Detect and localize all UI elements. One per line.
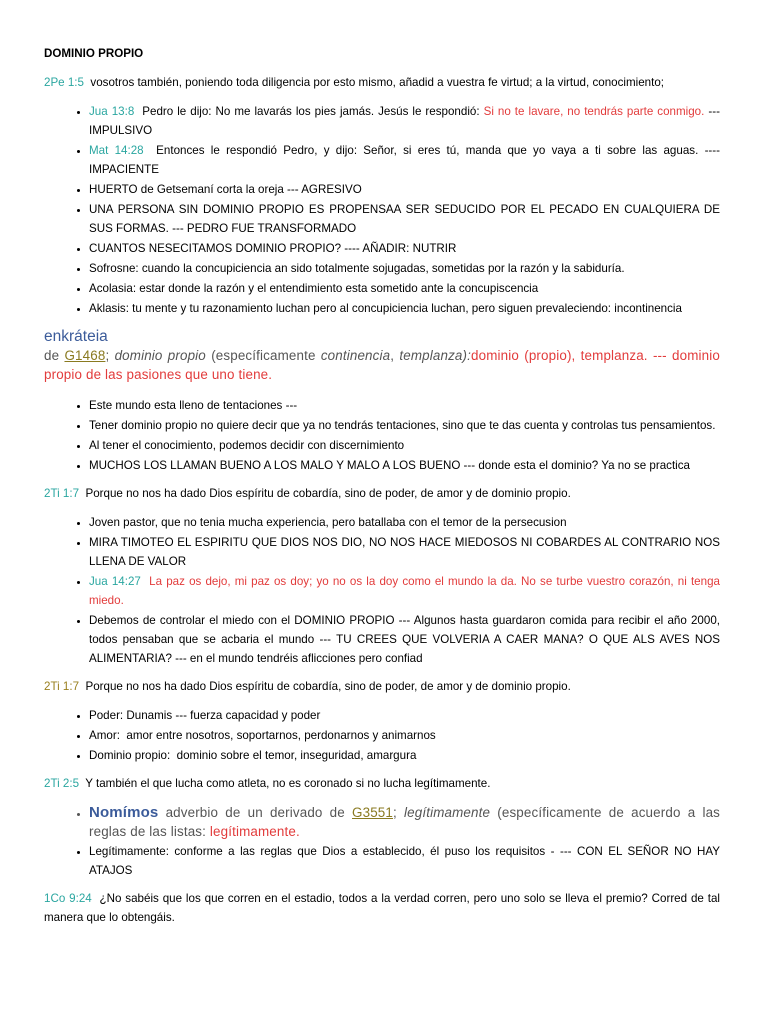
- verse-reference[interactable]: 2Ti 1:7: [44, 680, 80, 693]
- strongs-link[interactable]: G3551: [352, 805, 393, 820]
- definition-note: --- dominio propio de las pasiones que uno tiene.: [44, 348, 720, 382]
- list-item-tail: --- IMPULSIVO: [89, 105, 720, 137]
- page-title: DOMINIO PROPIO: [44, 47, 144, 60]
- definition-text: (específicamente de acuerdo a las reglas de las listas:: [89, 805, 721, 839]
- list-item: • MUCHOS LOS LLAMAN BUENO A LOS MALO Y MALO A LOS BUENO --- donde esta el dominio? Ya no se practica: [89, 456, 720, 475]
- list-item: [89, 726, 720, 745]
- list-item-text: Pedro le dijo: No me lavarás los pies jamás. Jesús le respondió:: [142, 105, 480, 118]
- definition-text: (específicamente: [211, 348, 316, 363]
- verse-paragraph: [44, 73, 720, 92]
- verse-paragraph: [44, 484, 720, 503]
- list-item: • Aklasis: tu mente y tu razonamiento luchan pero al concupiciencia luchan, pero siguen prevaleciendo: incontinencia: [89, 299, 720, 318]
- list-item-text: dominio sobre el temor, inseguridad, amargura: [176, 749, 417, 762]
- quoted-text: La paz os dejo, mi paz os doy; yo no os la doy como el mundo la da. No se turbe vuestro corazón, ni tenga miedo.: [89, 575, 720, 607]
- list-item: • Debemos de controlar el miedo con el DOMINIO PROPIO --- Algunos hasta guardaron comida para recibir el año 2000, todos pensaban que se acbaria el mundo --- TU CREES QUE VOLVERIA A CAER MANA? O QUE ALS AVES NOS ALIMENTARIA? --- en el mundo tendréis aflicciones pero confiad: [89, 611, 720, 668]
- bullet-list: [44, 102, 720, 318]
- greek-word-definition: [44, 346, 720, 384]
- list-item-text: Entonces le respondió Pedro, y dijo: Señor, si eres tú, manda que yo vaya a ti sobre las aguas. ---- IMPACIENTE: [89, 144, 721, 176]
- list-item: • MIRA TIMOTEO EL ESPIRITU QUE DIOS NOS DIO, NO NOS HACE MIEDOSOS NI COBARDES AL CONTRARIO NOS LLENA DE VALOR: [89, 533, 720, 571]
- verse-reference[interactable]: Jua 14:27: [89, 575, 141, 588]
- bullet-list: [44, 706, 720, 765]
- list-item: • Al tener el conocimiento, podemos decidir con discernimiento: [89, 436, 720, 455]
- list-item: • Poder: Dunamis --- fuerza capacidad y poder: [89, 706, 720, 725]
- separator: ;: [393, 805, 397, 820]
- list-item-label: Dominio propio:: [89, 749, 171, 762]
- separator: ;: [105, 348, 110, 363]
- definition-highlight: dominio (propio), templanza.: [471, 348, 648, 363]
- greek-word: Nomímos: [89, 804, 159, 821]
- verse-reference[interactable]: 2Ti 2:5: [44, 777, 80, 790]
- separator: ,: [390, 348, 395, 363]
- list-item: • UNA PERSONA SIN DOMINIO PROPIO ES PROPENSAA SER SEDUCIDO POR EL PECADO EN CUALQUIERA DE SUS FORMAS. --- PEDRO FUE TRANSFORMADO: [89, 200, 720, 238]
- list-item: • Joven pastor, que no tenia mucha experiencia, pero batallaba con el temor de la persecusion: [89, 513, 720, 532]
- list-item-text: amor entre nosotros, soportarnos, perdonarnos y animarnos: [126, 729, 436, 742]
- greek-word-heading: enkráteia: [44, 328, 108, 345]
- bullet-list: [44, 803, 720, 880]
- verse-paragraph: [44, 774, 720, 793]
- verse-reference[interactable]: 1Co 9:24: [44, 892, 92, 905]
- bullet-list: [44, 396, 720, 475]
- list-item-label: Amor:: [89, 729, 120, 742]
- quoted-text: Si no te lavare, no tendrás parte conmigo.: [483, 105, 705, 118]
- list-item: • Sofrosne: cuando la concupiciencia an sido totalmente sojugadas, sometidas por la razón y la sabiduría.: [89, 259, 720, 278]
- verse-text: Porque no nos ha dado Dios espíritu de cobardía, sino de poder, de amor y de dominio propio.: [85, 487, 571, 500]
- verse-text: vosotros también, poniendo toda diligencia por esto mismo, añadid a vuestra fe virtud; a la virtud, conocimiento;: [90, 76, 664, 89]
- list-item: • Acolasia: estar donde la razón y el entendimiento esta sometido ante la concupiscencia: [89, 279, 720, 298]
- definition-italic: legítimamente: [404, 805, 491, 820]
- verse-text: Porque no nos ha dado Dios espíritu de cobardía, sino de poder, de amor y de dominio propio.: [85, 680, 571, 693]
- bullet-list: [44, 513, 720, 668]
- list-item: [89, 572, 720, 610]
- verse-reference[interactable]: Mat 14:28: [89, 144, 144, 157]
- list-item: • HUERTO de Getsemaní corta la oreja --- AGRESIVO: [89, 180, 720, 199]
- definition-italic: continencia: [320, 348, 391, 363]
- list-item: • Legítimamente: conforme a las reglas que Dios a establecido, él puso los requisitos - --- CON EL SEÑOR NO HAY ATAJOS: [89, 842, 720, 880]
- verse-text: Y también el que lucha como atleta, no es coronado si no lucha legítimamente.: [85, 777, 491, 790]
- verse-paragraph: [44, 889, 720, 927]
- strongs-link[interactable]: G1468: [64, 348, 106, 363]
- definition-prefix: de: [44, 348, 60, 363]
- verse-reference[interactable]: Jua 13:8: [89, 105, 135, 118]
- list-item: [89, 803, 720, 841]
- list-item: [89, 141, 720, 179]
- list-item: • Este mundo esta lleno de tentaciones ---: [89, 396, 720, 415]
- list-item: • CUANTOS NESECITAMOS DOMINIO PROPIO? ---- AÑADIR: NUTRIR: [89, 239, 720, 258]
- list-item: [89, 746, 720, 765]
- verse-paragraph: [44, 677, 720, 696]
- verse-reference[interactable]: 2Pe 1:5: [44, 76, 84, 89]
- verse-reference[interactable]: 2Ti 1:7: [44, 487, 80, 500]
- definition-italic: templanza):: [399, 348, 471, 363]
- definition-highlight: legítimamente.: [209, 824, 300, 839]
- list-item: [89, 102, 720, 140]
- verse-text: ¿No sabéis que los que corren en el estadio, todos a la verdad corren, pero uno solo se lleva el premio? Corred de tal manera que lo obtengáis.: [44, 892, 720, 924]
- definition-italic: dominio propio: [114, 348, 206, 363]
- list-item: • Tener dominio propio no quiere decir que ya no tendrás tentaciones, sino que te das cuenta y controlas tus pensamientos.: [89, 416, 720, 435]
- definition-text: adverbio de un derivado de: [165, 805, 345, 820]
